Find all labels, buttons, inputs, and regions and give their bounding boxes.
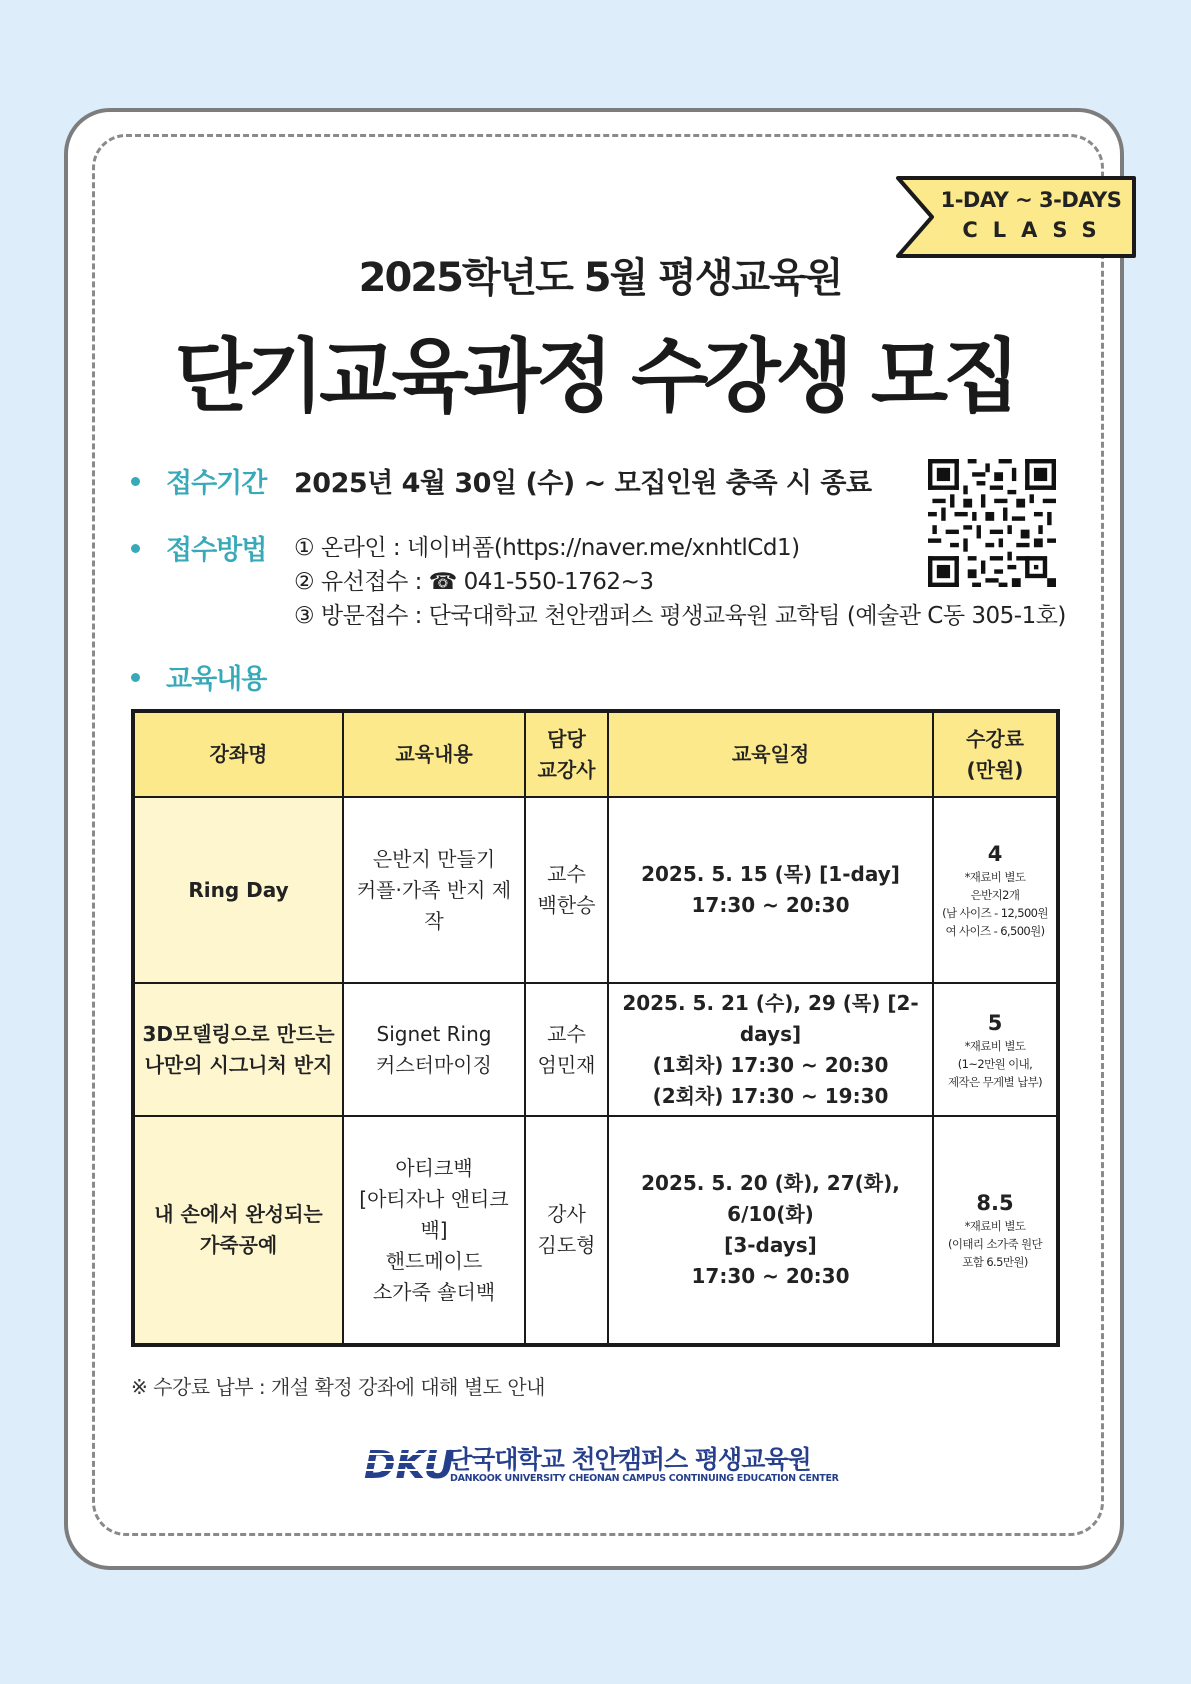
table-row (133, 797, 1058, 983)
header-instructor (525, 711, 608, 797)
course-instructor (525, 983, 608, 1116)
badge-class: CLASS (962, 218, 1112, 242)
content-line: 커스터마이징 (376, 1052, 492, 1077)
method-phone: ② 유선접수 : ☎ 041-550-1762~3 (294, 569, 654, 595)
schedule-line: 2025. 5. 15 (목) [1-day] (641, 862, 900, 886)
content-line: 커플·가족 반지 제작 (356, 877, 512, 933)
schedule-line: 2025. 5. 21 (수), 29 (목) [2-days] (622, 990, 919, 1046)
class-badge (896, 176, 1138, 258)
course-name-line: Ring Day (188, 877, 289, 902)
fee-amount: 4 (987, 842, 1003, 866)
dku-logo-icon (362, 1442, 455, 1487)
header-instructor-l1: 담당 (547, 726, 586, 751)
method-online[interactable]: ① 온라인 : 네이버폼(https://naver.me/xnhtlCd1) (294, 535, 800, 561)
table-row (133, 983, 1058, 1116)
content-line: 은반지 만들기 (372, 846, 496, 871)
fee-note: *재료비 별도 (964, 1038, 1026, 1053)
university-logo (362, 1438, 842, 1490)
schedule-line: [3-days] (724, 1233, 817, 1257)
fee-note: *재료비 별도 (964, 1219, 1026, 1233)
course-name-line: 가죽공예 (199, 1233, 278, 1257)
period-label: 접수기간 (166, 468, 267, 499)
header-fee-l2: (만원) (966, 757, 1024, 782)
svg-text:DKU: DKU (364, 1443, 455, 1487)
table-row (133, 1116, 1058, 1345)
course-content (343, 1116, 525, 1345)
bullet-dot (131, 673, 140, 682)
course-name-line: 나만의 시그니처 반지 (144, 1052, 333, 1077)
header-fee-l1: 수강료 (966, 726, 1024, 751)
content-line: 소가죽 숄더백 (372, 1279, 496, 1304)
content-label: 교육내용 (166, 664, 267, 695)
header-instructor-l2: 교강사 (537, 757, 596, 782)
course-content (343, 797, 525, 983)
course-name (133, 1116, 343, 1345)
logo-name-ko: 단국대학교 천안캠퍼스 평생교육원 (448, 1445, 811, 1474)
footnote: ※ 수강료 납부 : 개설 확정 강좌에 대해 별도 안내 (131, 1375, 545, 1399)
page-title: 단기교육과정 수강생 모집 (174, 330, 1016, 423)
fee-note: 여 사이즈 - 6,500원) (945, 924, 1045, 938)
course-fee (933, 1116, 1058, 1345)
fee-amount: 5 (987, 1010, 1003, 1035)
course-fee (933, 983, 1058, 1116)
instructor-name: 김도형 (537, 1233, 596, 1257)
qr-code[interactable] (928, 459, 1056, 587)
bullet-dot (131, 544, 140, 553)
course-name (133, 797, 343, 983)
course-schedule (608, 1116, 933, 1345)
instructor-title: 교수 (547, 862, 586, 886)
course-content (343, 983, 525, 1116)
fee-note: *재료비 별도 (964, 870, 1026, 884)
content-line: Signet Ring (376, 1021, 492, 1046)
instructor-title: 강사 (547, 1202, 586, 1226)
course-schedule (608, 797, 933, 983)
schedule-line: (1회차) 17:30 ~ 20:30 (652, 1052, 889, 1077)
course-instructor (525, 1116, 608, 1345)
course-fee (933, 797, 1058, 983)
fee-note: 은반지2개 (970, 888, 1020, 902)
header-content: 교육내용 (343, 711, 525, 797)
schedule-line: 17:30 ~ 20:30 (691, 1264, 850, 1288)
schedule-line: (2회차) 17:30 ~ 19:30 (652, 1083, 889, 1108)
instructor-title: 교수 (547, 1021, 586, 1046)
method-visit: ③ 방문접수 : 단국대학교 천안캠퍼스 평생교육원 교학팀 (예술관 C동 305-1호) (294, 603, 1066, 629)
page-subtitle: 2025학년도 5월 평생교육원 (358, 255, 842, 301)
header-fee (933, 711, 1058, 797)
fee-amount: 8.5 (976, 1191, 1014, 1215)
logo-name-en: DANKOOK UNIVERSITY CHEONAN CAMPUS CONTINUING EDUCATION CENTER (450, 1473, 839, 1484)
fee-note: (1~2만원 이내, (957, 1056, 1033, 1071)
schedule-line: 17:30 ~ 20:30 (691, 893, 850, 917)
schedule-line: 2025. 5. 20 (화), 27(화), 6/10(화) (641, 1171, 900, 1226)
course-name-line: 내 손에서 완성되는 (154, 1202, 323, 1226)
badge-days: 1-DAY ~ 3-DAYS (940, 188, 1122, 212)
fee-note: (이태리 소가죽 원단 (947, 1237, 1043, 1251)
instructor-name: 엄민재 (537, 1052, 596, 1077)
course-name (133, 983, 343, 1116)
header-schedule: 교육일정 (608, 711, 933, 797)
fee-note: (남 사이즈 - 12,500원 (942, 906, 1048, 920)
table-header-row (133, 711, 1058, 797)
content-line: [아티자나 앤티크백] (359, 1186, 509, 1242)
content-line: 핸드메이드 (385, 1248, 483, 1273)
course-table (131, 709, 1060, 1347)
content-line: 아티크백 (395, 1155, 473, 1180)
method-label: 접수방법 (166, 535, 267, 566)
course-instructor (525, 797, 608, 983)
header-name: 강좌명 (133, 711, 343, 797)
fee-note: 포함 6.5만원) (962, 1255, 1028, 1269)
bullet-dot (131, 477, 140, 486)
course-schedule (608, 983, 933, 1116)
instructor-name: 백한승 (537, 893, 596, 917)
period-value: 2025년 4월 30일 (수) ~ 모집인원 충족 시 종료 (294, 468, 872, 499)
course-name-line: 3D모델링으로 만드는 (142, 1021, 335, 1046)
fee-note: 제작은 무게별 납부) (947, 1074, 1043, 1089)
